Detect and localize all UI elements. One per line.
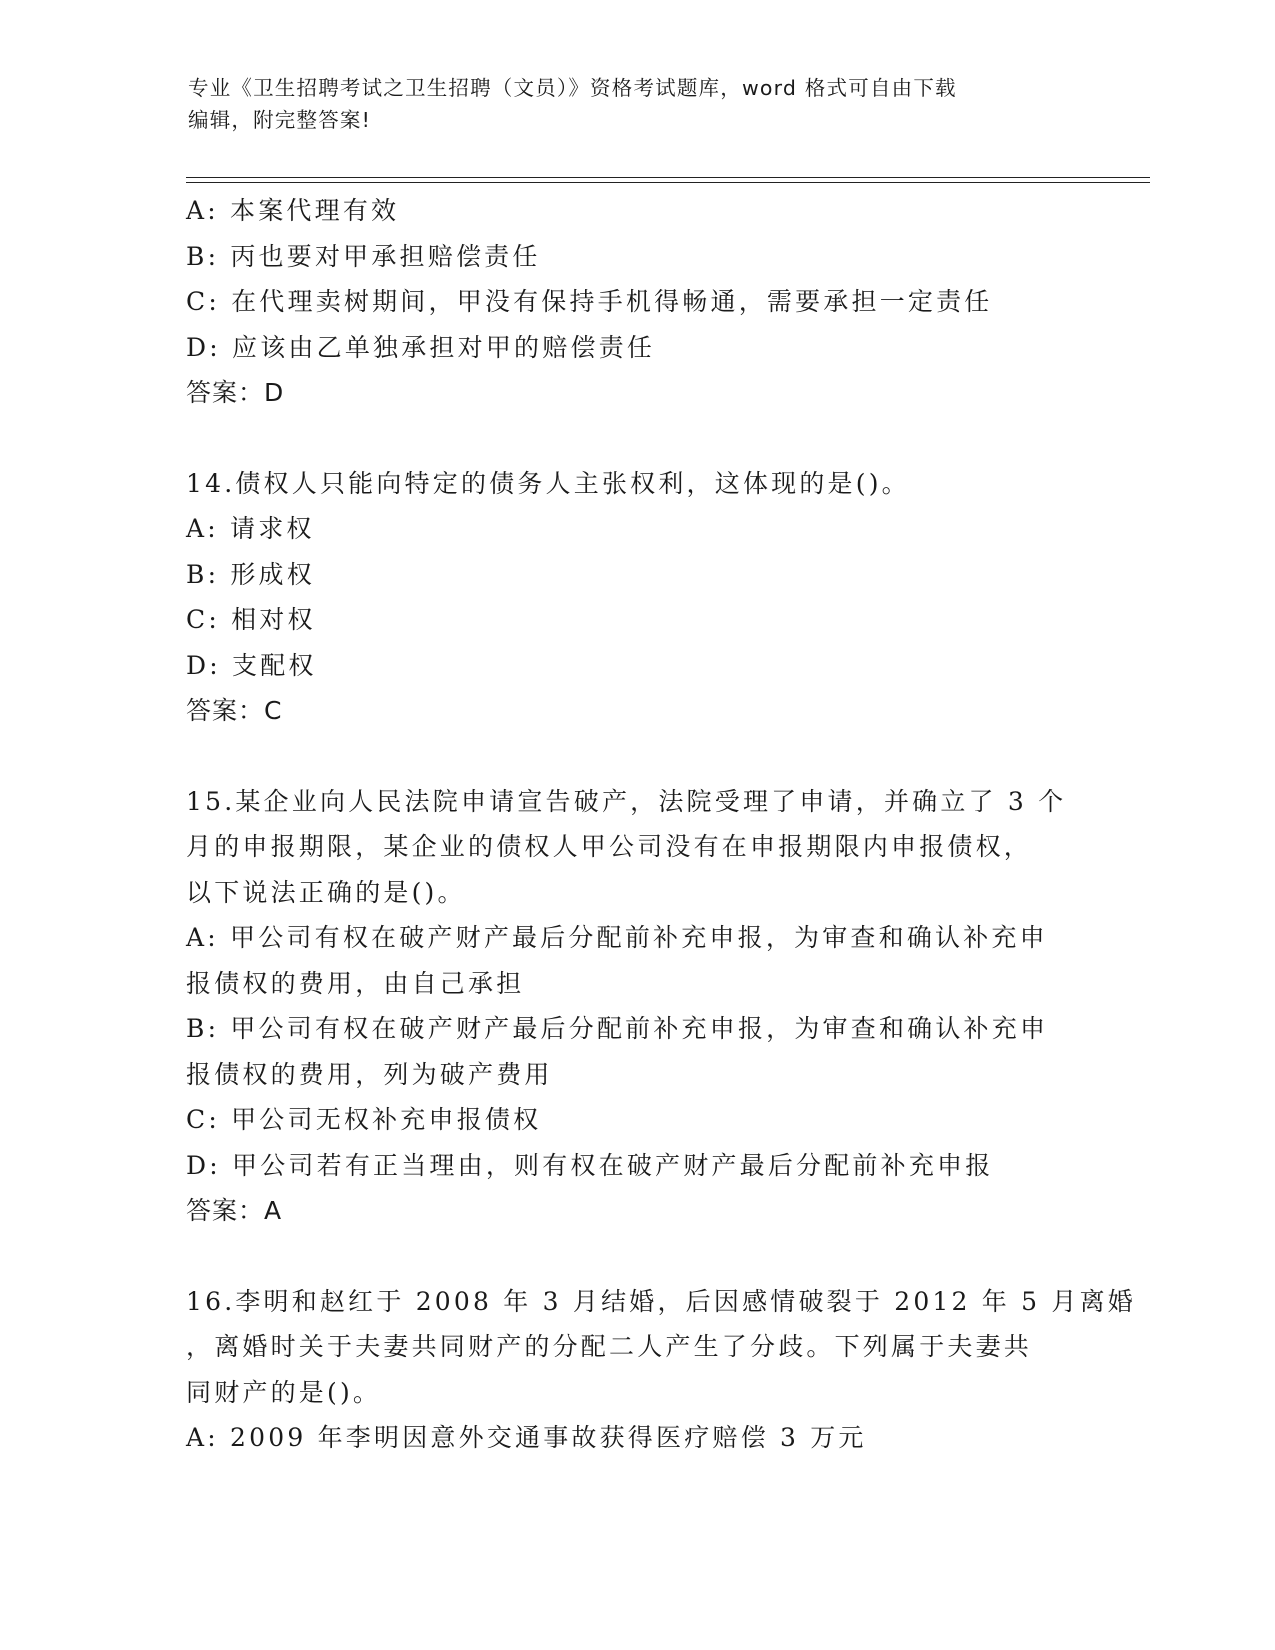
answer: 答案：D <box>186 378 285 407</box>
question-text-line: 月的申报期限，某企业的债权人甲公司没有在申报期限内申报债权， <box>186 832 1033 861</box>
option-b: B: 丙也要对甲承担赔偿责任 <box>186 241 541 271</box>
question-list <box>186 188 1136 1461</box>
option-c: C: 在代理卖树期间，甲没有保持手机得畅通，需要承担一定责任 <box>186 287 993 316</box>
header-divider-top <box>186 177 1150 178</box>
question-text-line: 16.李明和赵红于 2008 年 3 月结婚，后因感情破裂于 2012 年 5 月离婚 <box>186 1286 1136 1316</box>
answer: 答案：C <box>186 696 283 725</box>
question-text: 14.债权人只能向特定的债务人主张权利，这体现的是()。 <box>186 468 910 498</box>
question-text-line: 以下说法正确的是()。 <box>186 877 466 907</box>
option-a: A: 本案代理有效 <box>186 196 400 225</box>
option-d: D: 甲公司若有正当理由，则有权在破产财产最后分配前补充申报 <box>186 1150 994 1180</box>
option-c: C: 甲公司无权补充申报债权 <box>186 1105 542 1134</box>
option-b: B: 形成权 <box>186 559 315 589</box>
option-b: B: 甲公司有权在破产财产最后分配前补充申报，为审查和确认补充申 <box>186 1014 1049 1043</box>
option-a: A: 请求权 <box>186 514 315 543</box>
option-a: A: 甲公司有权在破产财产最后分配前补充申报，为审查和确认补充申 <box>186 923 1048 952</box>
option-a-continued: 报债权的费用，由自己承担 <box>186 968 525 998</box>
answer: 答案：A <box>186 1196 283 1225</box>
question-13 <box>186 188 1086 416</box>
option-b-continued: 报债权的费用，列为破产费用 <box>186 1059 553 1089</box>
document-header <box>188 72 1068 136</box>
question-14 <box>186 461 1086 734</box>
question-text-line: 15.某企业向人民法院申请宣告破产，法院受理了申请，并确立了 3 个 <box>186 786 1067 816</box>
option-d: D: 支配权 <box>186 650 317 680</box>
header-divider-bottom <box>186 182 1150 183</box>
question-text-line: ，离婚时关于夫妻共同财产的分配二人产生了分歧。下列属于夫妻共 <box>186 1332 1033 1361</box>
question-text-line: 同财产的是()。 <box>186 1377 382 1407</box>
header-line-1: 专业《卫生招聘考试之卫生招聘（文员）》资格考试题库，word 格式可自由下载 <box>188 76 957 100</box>
question-15 <box>186 779 1086 1234</box>
option-c: C: 相对权 <box>186 605 316 634</box>
option-d: D: 应该由乙单独承担对甲的赔偿责任 <box>186 332 656 362</box>
option-a: A: 2009 年李明因意外交通事故获得医疗赔偿 3 万元 <box>186 1423 867 1452</box>
header-line-2: 编辑，附完整答案! <box>188 108 372 132</box>
question-16 <box>186 1279 1136 1461</box>
